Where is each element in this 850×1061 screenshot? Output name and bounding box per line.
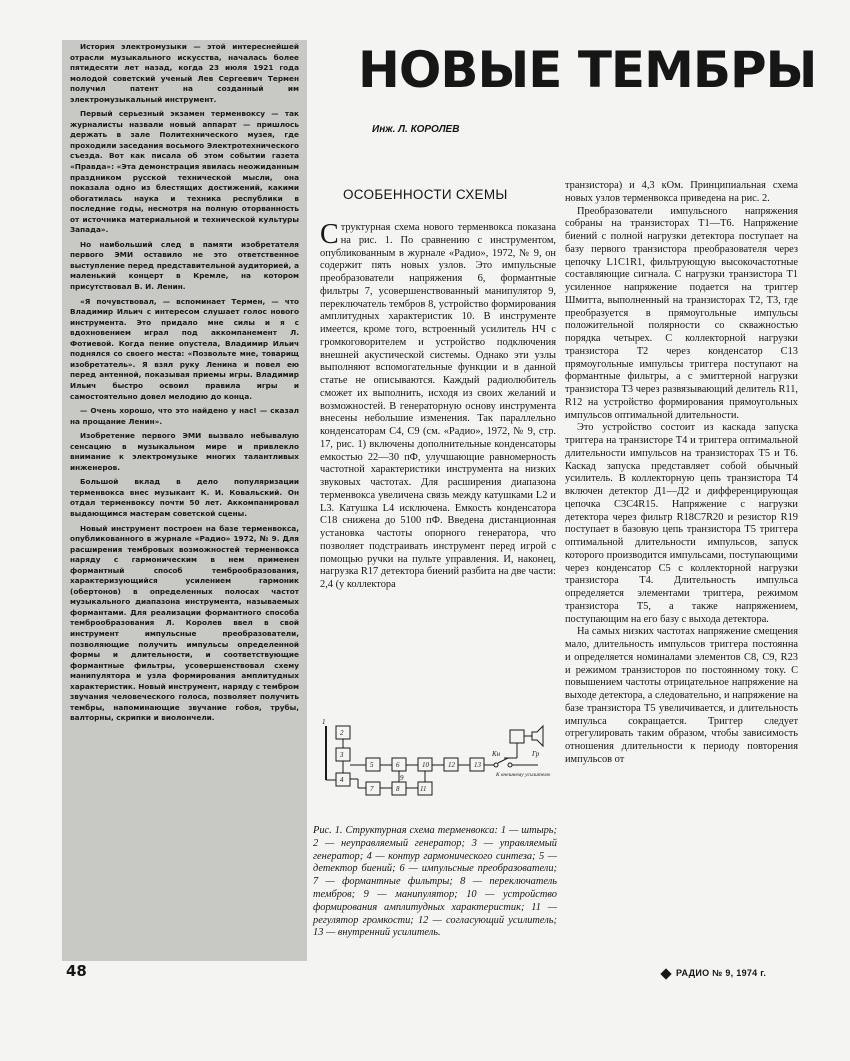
history-sidebar	[62, 40, 307, 961]
diamond-icon	[660, 968, 671, 979]
page-number: 48	[66, 962, 87, 980]
gr-label: Гр	[532, 750, 540, 758]
box-label: 11	[420, 785, 427, 793]
output-label: К внешнему усилителю	[496, 772, 551, 778]
body-paragraph	[320, 219, 556, 592]
sidebar-paragraph: Изобретение первого ЭМИ вызвало небывалую сенсацию в музыкальном мире и привлекло внимание к электромузыке многих талантливых инженеров.	[70, 431, 299, 472]
box-label: 1	[322, 718, 326, 726]
body-paragraph: транзистора) и 4,3 кОм. Принципиальная схема новых узлов терменвокса приведена на рис. 2.	[565, 180, 798, 204]
box-label: 7	[370, 785, 374, 793]
body-column-1	[320, 219, 556, 592]
article-title: НОВЫЕ ТЕМБРЫ	[358, 41, 817, 99]
body-text: труктурная схема нового терменвокса показана на рис. 1. По сравнению с инструментом, опубликованным в журнале «Радио», 1972, № 9, он содержит пять новых узлов. Это импульсные преобразователи напряжения 6, формантные фильтры 7, усовершенствованный манипулятор 9, переключатель тембров 8, устройство формирования амплитудных характеристик 10. В инструменте имеется, кроме того, встроенный усилитель НЧ с громкоговорителем и устройство подключения внешней акустической системы. Однако эти узлы выполняют вспомогательные функции и в данной статье не описываются. Каждый радиолюбитель сможет их выполнить, исходя из своих желаний и возможностей. В генераторную основу инструмента внесены небольшие изменения. Так параллельно конденсаторам С4, С9 (см. «Радио», 1972, № 9, стр. 17, рис. 1) включены дополнительные конденсаторы емкостью 22—30 пФ, улучшающие равномерность частотной характеристики инструмента на низких звуковых частотах. Для расширения диапазона терменвокса увеличена связь между катушками L2 и L3. Катушка L4 исключена. Емкость конденсатора С18 снижена до 5100 пФ. Введена дистанционная установка частоты опорного генератора, что позволяет подстраивать инструмент перед игрой с помощью ручки на пульте управления. И, наконец, нагрузка R17 детектора биений разбита на две части: 2,4 (у коллектора	[320, 222, 556, 590]
sidebar-paragraph: Новый инструмент построен на базе терменвокса, опубликованного в журнале «Радио» 1972, № 9. Для расширения тембровых возможностей терменвокса наряду с гармоническим в нем применен формантный способ темброобразования, характеризующийся усилением гармоник (обертонов) в определенных полосах частот музыкального диапазона инструмента, называемых формантами. Для реализации формантного способа темброобразования Л. Королев ввел в свой инструмент импульсные преобразователи, позволяющие получить импульсы определенной формы и длительности, и соответствующие формантные фильтры, усовершенствовал схему манипулятора и узла формирования амплитудных характеристик. Новый инструмент, наряду с тембром звучания человеческого голоса, позволяет получить тембры, напоминающие звучание гобоя, трубы, валторны, скрипки и виолончели.	[70, 523, 299, 723]
body-column-2	[565, 180, 798, 767]
box-label: 4	[340, 776, 344, 784]
footer-text: РАДИО № 9, 1974 г.	[676, 968, 767, 978]
box-label: 8	[396, 785, 400, 793]
box-label: 9	[400, 774, 404, 782]
sidebar-paragraph: Большой вклад в дело популяризации терменвокса внес музыкант К. И. Ковальский. Он отдал терменвоксу почти 50 лет. Аккомпанировал выдающимся мастерам советской сцены.	[70, 477, 299, 518]
body-paragraph: На самых низких частотах напряжение смещения мало, длительность импульсов триггера постоянна и определяется номиналами элементов С8, С9, R23 и режимом транзисторов по постоянному току. С повышением частоты отрицательное напряжение на выходе детектора, а следовательно, и напряжение на базе транзистора Т5 увеличивается, и длительность импульса сокращается. Триггер следует отрегулировать таким образом, чтобы зависимость отношения длительности к периоду повторения импульсов от	[565, 626, 798, 765]
journal-footer	[662, 968, 766, 978]
drop-cap: С	[320, 219, 339, 250]
box-label: 12	[448, 761, 455, 769]
sidebar-paragraph: — Очень хорошо, что это найдено у нас! — сказал на прощание Ленин».	[70, 406, 299, 426]
box-label: 13	[474, 761, 481, 769]
body-paragraph: Это устройство состоит из каскада запуска триггера на транзисторе Т4 и триггера оптимальной длительности импульсов на транзисторах Т5 и Т6. Каскад запуска представляет собой обычный усилитель. В коллекторную цепь транзистора Т4 включен детектор Д1—Д2 и дифференцирующая цепочка С3С4R15. Напряжение с нагрузки детектора через фильтр R18C7R20 и резистор R19 поступает в базовую цепь транзистора Т5 триггера оптимальной длительности импульсов, запуск которого производится импульсами, поступающими через конденсатор С5 с коллекторной нагрузки транзистора Т4. Длительность импульса определяется элементами триггера, режимом транзистора Т5, а также напряжением, поступающим на его базу с выхода детектора.	[565, 422, 798, 625]
box-label: 5	[370, 761, 374, 769]
box-label: 3	[340, 751, 344, 759]
kn-label: Кн	[492, 750, 501, 758]
body-paragraph: Преобразователи импульсного напряжения собраны на транзисторах Т1—Т6. Напряжение биений с полной нагрузки детектора поступает на базу первого транзистора преобразователя через цепочку L1C1R1, фильтрующую высокочастотные составляющие сигнала. С нагрузки транзистора Т1 усиленное напряжение подается на триггер Шмитта, выполненный на транзисторах Т2, Т3, где преобразуется в прямоугольные импульсы положительной полярности со скважностью порядка четырех. С коллекторной нагрузки транзистора Т2 через конденсатор С13 прямоугольные импульсы триггера поступают на формантные фильтры, а с эмиттерной нагрузки транзистора Т3 через развязывающий делитель R11, R12 на устройство формирования прямоугольных импульсов оптимальной длительности.	[565, 205, 798, 421]
sidebar-paragraph: История электромузыки — этой интереснейшей отрасли музыкального искусства, началась более пятидесяти лет назад, когда 23 июля 1921 года молодой советский ученый Лев Сергеевич Термен получил патент на созданный им электромузыкальный инструмент.	[70, 42, 299, 104]
section-heading: ОСОБЕННОСТИ СХЕМЫ	[343, 187, 508, 202]
box-label: 10	[422, 761, 429, 769]
box-label: 6	[396, 761, 400, 769]
sidebar-paragraph: «Я почувствовал, — вспоминает Термен, — что Владимир Ильич с интересом слушает голос нового инструмента. Это придало мне силы и я с вдохновением играл под аккомпанемент Л. Фотиевой. Когда пение опустела, Владимир Ильич поднялся со своего места: «Позвольте мне, товарищ изобретатель». Я взял руку Ленина и повел ею перед антенной, показывая приемы игры. Владимир Ильич быстро освоил правила игры и самостоятельно довел мелодию до конца.	[70, 296, 299, 401]
figure-caption: Рис. 1. Структурная схема терменвокса: 1 — штырь; 2 — неуправляемый генератор; 3 — управляемый генератор; 4 — контур гармонического синтеза; 5 — детектор биений; 6 — импульсные преобразователи; 7 — формантные фильтры; 8 — переключатель тембров; 9 — манипулятор; 10 — устройство формирования амплитудных характеристик; 11 — регулятор громкости; 12 — согласующий усилитель; 13 — внутренний усилитель.	[313, 825, 557, 939]
sidebar-paragraph: Но наибольший след в памяти изобретателя первого ЭМИ оставило не это ответственное выступление перед представительной аудиторией, а маленький концерт в Кремле, на котором присутствовал В. И. Ленин.	[70, 239, 299, 292]
block-diagram-figure	[318, 718, 558, 813]
sidebar-paragraph: Первый серьезный экзамен терменвоксу — так журналисты назвали новый аппарат — пришлось держать в зале Политехнического музея, где проходили заседания восьмого Электротехнического съезда. Вот как писала об этом событии газета «Правда»: «Эта демонстрация явилась неожиданным праздником русской технической мысли, она показала одно из блестящих достижений, какими обогатилась наука и техника республики в последние годы, несмотря на полную оторванность от источника материальной и технической культуры Запада».	[70, 109, 299, 235]
box-label: 2	[340, 729, 344, 737]
author-byline: Инж. Л. КОРОЛЕВ	[372, 124, 460, 135]
